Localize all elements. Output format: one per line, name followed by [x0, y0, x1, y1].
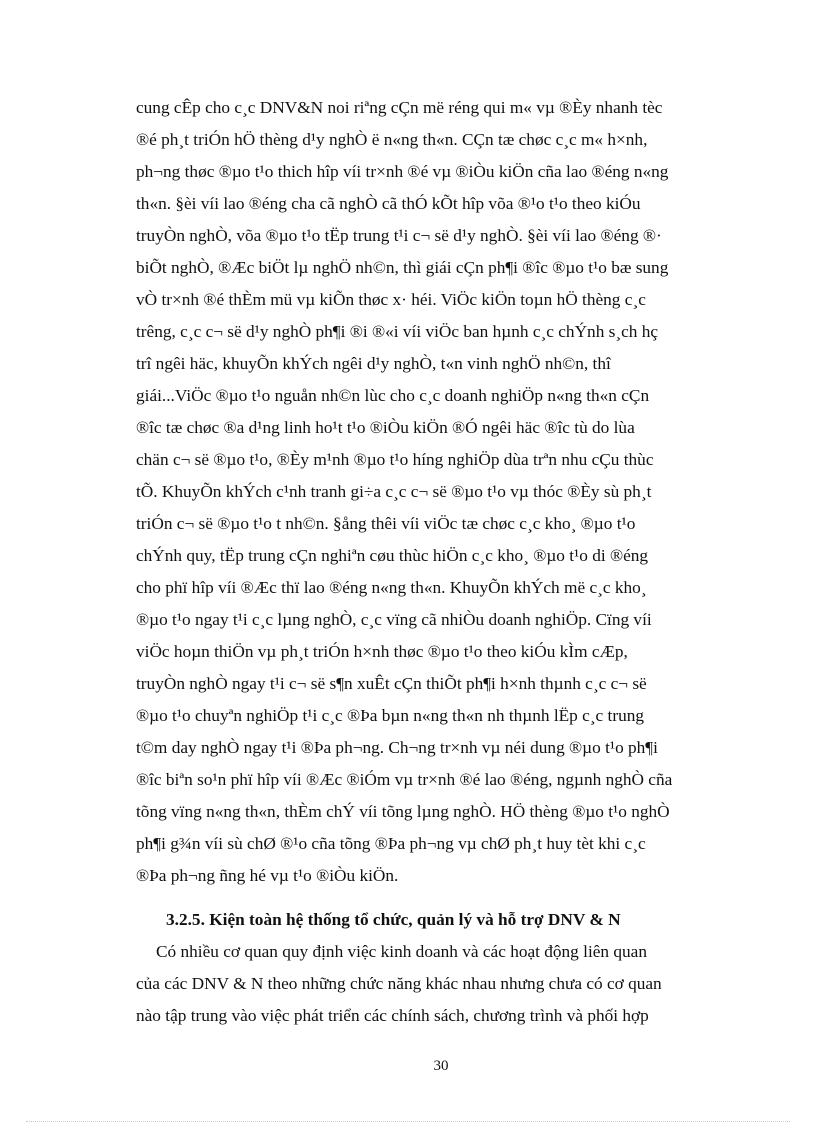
- paragraph-line: tõng vïng n«ng th«n, thÈm chÝ víi tõng lµng nghÒ. HÖ thèng ®µo t¹o nghÒ: [136, 802, 670, 821]
- paragraph-line: viÖc hoµn thiÖn vµ ph¸t triÓn h×nh thøc ®µo t¹o theo kiÓu kÌm cÆp,: [136, 642, 628, 661]
- section-heading: 3.2.5. Kiện toàn hệ thống tổ chức, quản lý và hỗ trợ DNV & N: [166, 910, 621, 929]
- paragraph-line: ®é ph¸t triÓn hÖ thèng d¹y nghÒ ë n«ng th«n. CÇn tæ chøc c¸c m« h×nh,: [136, 130, 648, 149]
- paragraph-line: ®µo t¹o chuyªn nghiÖp t¹i c¸c ®Þa bµn n«ng th«n nh thµnh lËp c¸c trung: [136, 706, 645, 725]
- paragraph-line: trî ngêi häc, khuyÕn khÝch ngêi d¹y nghÒ, t«n vinh nghÖ nh©n, thî: [136, 354, 611, 373]
- paragraph-line: ®Þa ph¬ng ñng hé vµ t¹o ®iÒu kiÖn.: [136, 866, 399, 885]
- paragraph-line: truyÒn nghÒ, võa ®µo t¹o tËp trung t¹i c¬ së d¹y nghÒ. §èi víi lao ®éng ®·: [136, 226, 662, 245]
- paragraph-line: truyÒn nghÒ ngay t¹i c¬ së s¶n xuÊt cÇn thiÕt ph¶i h×nh thµnh c¸c c¬ së: [136, 674, 647, 693]
- paragraph-line: trêng, c¸c c¬ së d¹y nghÒ ph¶i ®i ®«i víi viÖc ban hµnh c¸c chÝnh s¸ch hç: [136, 322, 659, 341]
- paragraph-line: chÝnh quy, tËp trung cÇn nghiªn cøu thùc hiÖn c¸c kho¸ ®µo t¹o di ®éng: [136, 546, 649, 565]
- paragraph-line: vÒ tr×nh ®é thÈm mü vµ kiÕn thøc x· héi. ViÖc kiÖn toµn hÖ thèng c¸c: [136, 290, 646, 309]
- paragraph-line: của các DNV & N theo những chức năng khác nhau nhưng chưa có cơ quan: [136, 974, 662, 993]
- paragraph-line: nào tập trung vào việc phát triển các chính sách, chương trình và phối hợp: [136, 1006, 649, 1025]
- paragraph-line: ®îc biªn so¹n phï hîp víi ®Æc ®iÓm vµ tr×nh ®é lao ®éng, ngµnh nghÒ cña: [136, 770, 673, 789]
- paragraph-line: tÕ. KhuyÕn khÝch c¹nh tranh gi÷a c¸c c¬ së ®µo t¹o vµ thóc ®Èy sù ph¸t: [136, 482, 652, 501]
- paragraph-line: cho phï hîp víi ®Æc thï lao ®éng n«ng th«n. KhuyÕn khÝch më c¸c kho¸: [136, 578, 647, 597]
- page-number: 30: [433, 1058, 449, 1074]
- paragraph-line: th«n. §èi víi lao ®éng cha cã nghÒ cã thÓ kÕt hîp võa ®¹o t¹o theo kiÓu: [136, 194, 641, 213]
- page-bottom-divider: [26, 1121, 790, 1122]
- paragraph-line: ph¶i g¾n víi sù chØ ®¹o cña tõng ®Þa ph¬ng vµ chØ ph¸t huy tèt khi c¸c: [136, 834, 646, 853]
- paragraph-line: triÓn c¬ së ®µo t¹o t nh©n. §ång thêi víi viÖc tæ chøc c¸c kho¸ ®µo t¹o: [136, 514, 636, 533]
- paragraph-line: ph¬ng thøc ®µo t¹o thich hîp víi tr×nh ®é vµ ®iÒu kiÖn cña lao ®éng n«ng: [136, 162, 669, 181]
- paragraph-line: Có nhiều cơ quan quy định việc kinh doanh và các hoạt động liên quan: [156, 942, 647, 961]
- paragraph-line: ®îc tæ chøc ®a d¹ng linh ho¹t t¹o ®iÒu kiÖn ®Ó ngêi häc ®îc tù do lùa: [136, 418, 635, 437]
- paragraph-line: giái...ViÖc ®µo t¹o nguån nh©n lùc cho c¸c doanh nghiÖp n«ng th«n cÇn: [136, 386, 650, 405]
- paragraph-line: chän c¬ së ®µo t¹o, ®Èy m¹nh ®µo t¹o híng nghiÖp dùa trªn nhu cÇu thùc: [136, 450, 654, 469]
- paragraph-line: cung cÊp cho c¸c DNV&N noi riªng cÇn më réng qui m« vµ ®Èy nhanh tèc: [136, 98, 663, 117]
- paragraph-line: biÕt nghÒ, ®Æc biÖt lµ nghÖ nh©n, thì giái cÇn ph¶i ®îc ®µo t¹o bæ sung: [136, 258, 669, 277]
- paragraph-line: ®µo t¹o ngay t¹i c¸c lµng nghÒ, c¸c vïng cã nhiÒu doanh nghiÖp. Cïng víi: [136, 610, 652, 629]
- paragraph-line: t©m day nghÒ ngay t¹i ®Þa ph¬ng. Ch¬ng tr×nh vµ néi dung ®µo t¹o ph¶i: [136, 738, 658, 757]
